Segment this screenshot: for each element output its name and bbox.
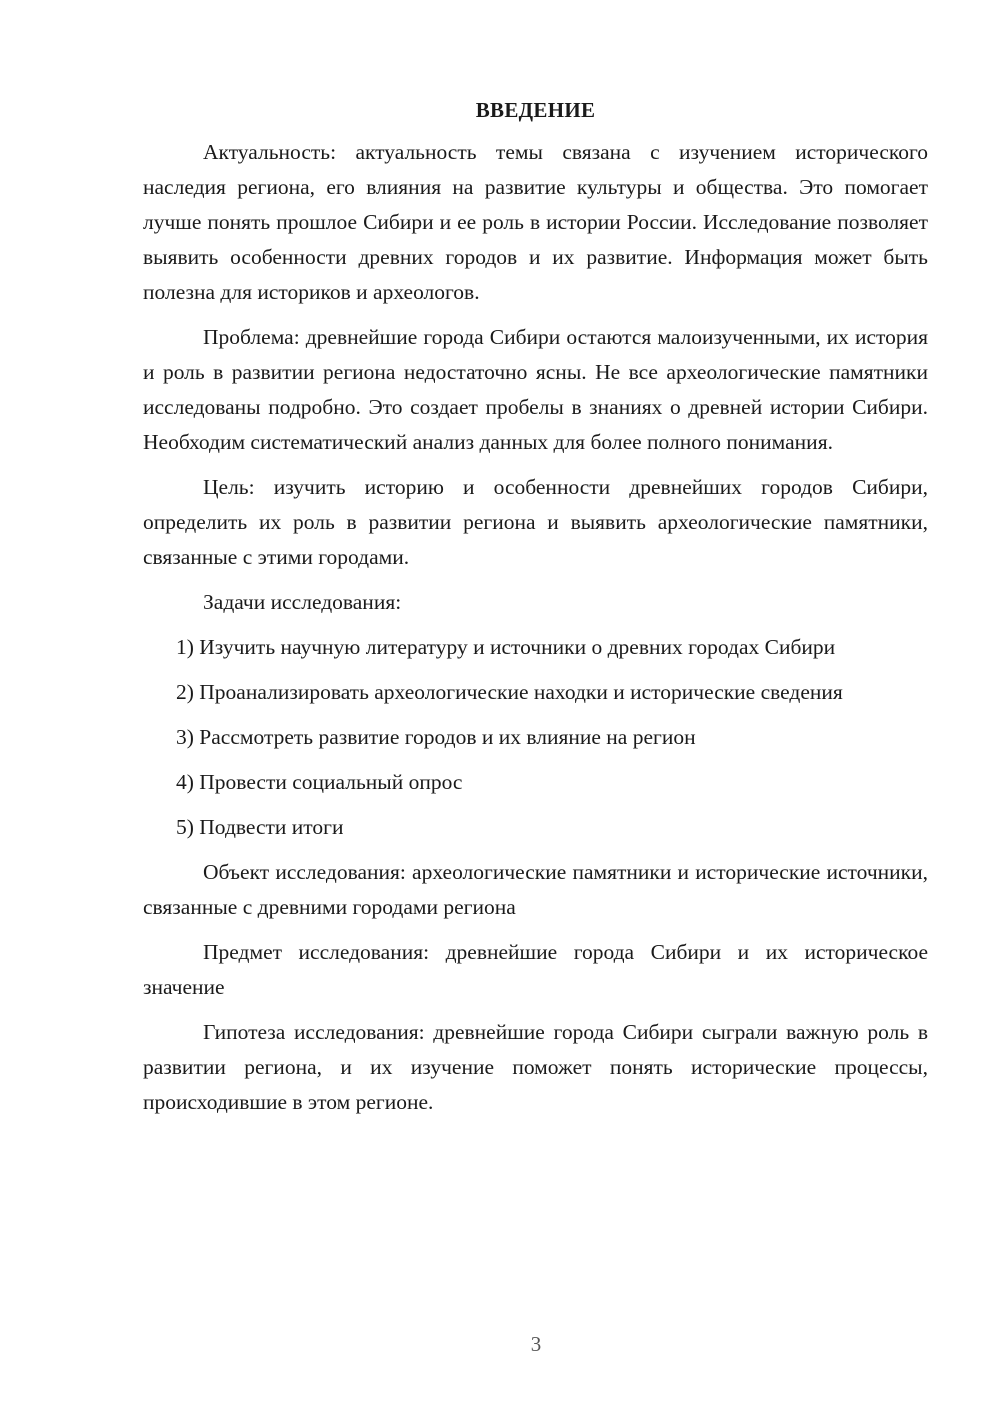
task-item-2: 2) Проанализировать археологические находки и исторические сведения bbox=[176, 680, 843, 704]
page-number: 3 bbox=[530, 1332, 542, 1356]
paragraph-subject: Предмет исследования: древнейшие города Сибири и их историческое значение bbox=[143, 940, 928, 999]
paragraph-goal: Цель: изучить историю и особенности древнейших городов Сибири, определить их роль в развитии региона и выявить археологические памятники, связанные с этими городами. bbox=[143, 475, 928, 569]
paragraph-object: Объект исследования: археологические памятники и исторические источники, связанные с древними городами региона bbox=[143, 860, 928, 919]
tasks-heading: Задачи исследования: bbox=[203, 590, 402, 614]
paragraph-relevance: Актуальность: актуальность темы связана с изучением исторического наследия региона, его влияния на развитие культуры и общества. Это помогает лучше понять прошлое Сибири и ее роль в истории России. Исследование позволяет выявить особенности древних городов и их развитие. Информация может быть полезна для историков и археологов. bbox=[143, 140, 928, 304]
task-item-4: 4) Провести социальный опрос bbox=[176, 770, 463, 794]
section-title: ВВЕДЕНИЕ bbox=[475, 98, 596, 122]
task-item-3: 3) Рассмотреть развитие городов и их влияние на регион bbox=[176, 725, 696, 749]
task-item-5: 5) Подвести итоги bbox=[176, 815, 344, 839]
paragraph-hypothesis: Гипотеза исследования: древнейшие города Сибири сыграли важную роль в развитии региона, и их изучение поможет понять исторические процессы, происходившие в этом регионе. bbox=[143, 1020, 928, 1114]
page-content bbox=[143, 93, 928, 1130]
task-item-1: 1) Изучить научную литературу и источники о древних городах Сибири bbox=[176, 635, 836, 659]
paragraph-problem: Проблема: древнейшие города Сибири остаются малоизученными, их история и роль в развитии региона недостаточно ясны. Не все археологические памятники исследованы подробно. Это создает пробелы в знаниях о древней истории Сибири. Необходим систематический анализ данных для более полного понимания. bbox=[143, 325, 928, 454]
